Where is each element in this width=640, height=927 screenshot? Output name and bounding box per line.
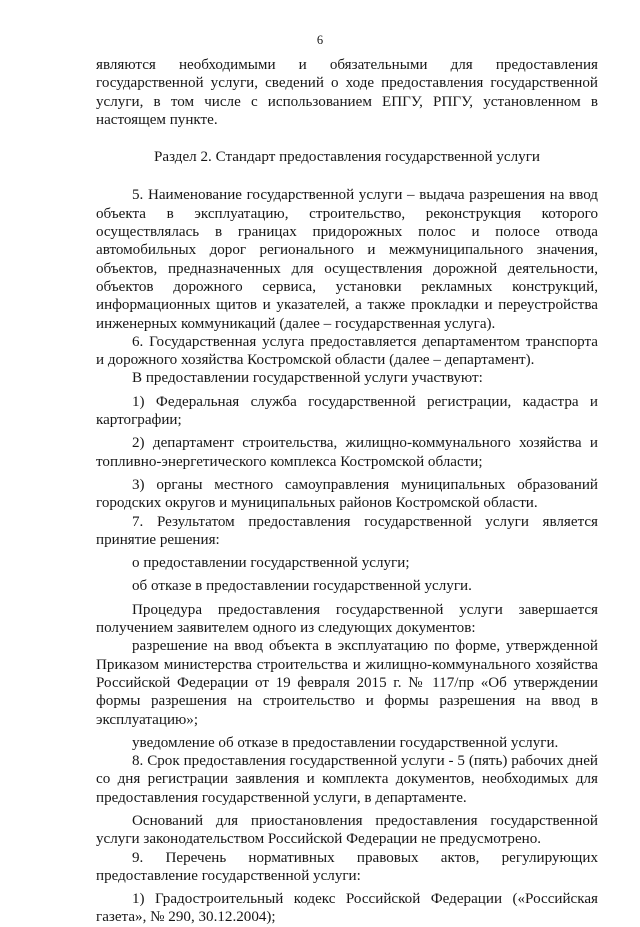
paragraph-item-9: 9. Перечень нормативных правовых актов, регулирующих предоставление государственной услуги:: [96, 849, 598, 884]
paragraph-continuation: являются необходимыми и обязательными для предоставления государственной услуги, сведений о ходе предоставления государственной услуги, в том числе с использованием ЕПГУ, РПГУ, установленном в настоящем пункте.: [96, 57, 598, 128]
paragraph-procedure: Процедура предоставления государственной услуги завершается получением заявителем одного из следующих документов:: [96, 601, 598, 637]
paragraph-item-8: 8. Срок предоставления государственной услуги - 5 (пять) рабочих дней со дня регистрации заявления и комплекта документов, необходимых для предоставления государственной услуги, в департаменте.: [96, 753, 598, 806]
list-item-code: 1) Градостроительный кодекс Российской Федерации («Российская газета», № 290, 30.12.2004);: [96, 891, 598, 926]
list-item-notice: уведомление об отказе в предоставлении государственной услуги.: [132, 734, 559, 751]
paragraph-item-5: 5. Наименование государственной услуги – выдача разрешения на ввод объекта в эксплуатацию, строительство, реконструкция которого осуществлялась в границах придорожных полос и полосе отвода автомобильных дорог регионального и межмуниципального значения, объектов, предназначенных для осуществления дорожной деятельности, объектов дорожного сервиса, установки рекламных конструкций, информационных щитов и указателей, а также прокладки и переустройства инженерных коммуникаций (далее – государственная услуга).: [96, 187, 598, 332]
section-title: Раздел 2. Стандарт предоставления государственной услуги: [154, 149, 540, 166]
list-item-2: 2) департамент строительства, жилищно-коммунального хозяйства и топливно-энергетического комплекса Костромской области;: [96, 435, 598, 470]
list-item-1: 1) Федеральная служба государственной регистрации, кадастра и картографии;: [96, 393, 598, 429]
paragraph-participants: В предоставлении государственной услуги участвуют:: [132, 370, 483, 387]
list-item-3: 3) органы местного самоуправления муниципальных образований городских округов и муниципальных районов Костромской области.: [96, 476, 598, 512]
page-number: 6: [316, 33, 324, 47]
paragraph-item-7: 7. Результатом предоставления государственной услуги является принятие решения:: [96, 513, 598, 548]
list-item-grant: о предоставлении государственной услуги;: [132, 555, 410, 572]
list-item-permit: разрешение на ввод объекта в эксплуатацию по форме, утвержденной Приказом министерства строительства и жилищно-коммунального хозяйства Российской Федерации от 19 февраля 2015 г. № 117/пр «Об утверждении формы разрешения на строительство и формы разрешения на ввод в эксплуатацию»;: [96, 638, 598, 728]
list-item-refusal: об отказе в предоставлении государственной услуги.: [132, 578, 472, 595]
document-body: [96, 56, 598, 927]
paragraph-item-6: 6. Государственная услуга предоставляется департаментом транспорта и дорожного хозяйства Костромской области (далее – департамент).: [96, 333, 598, 369]
paragraph-suspension: Оснований для приостановления предоставления государственной услуги законодательством Российской Федерации не предусмотрено.: [96, 812, 598, 848]
